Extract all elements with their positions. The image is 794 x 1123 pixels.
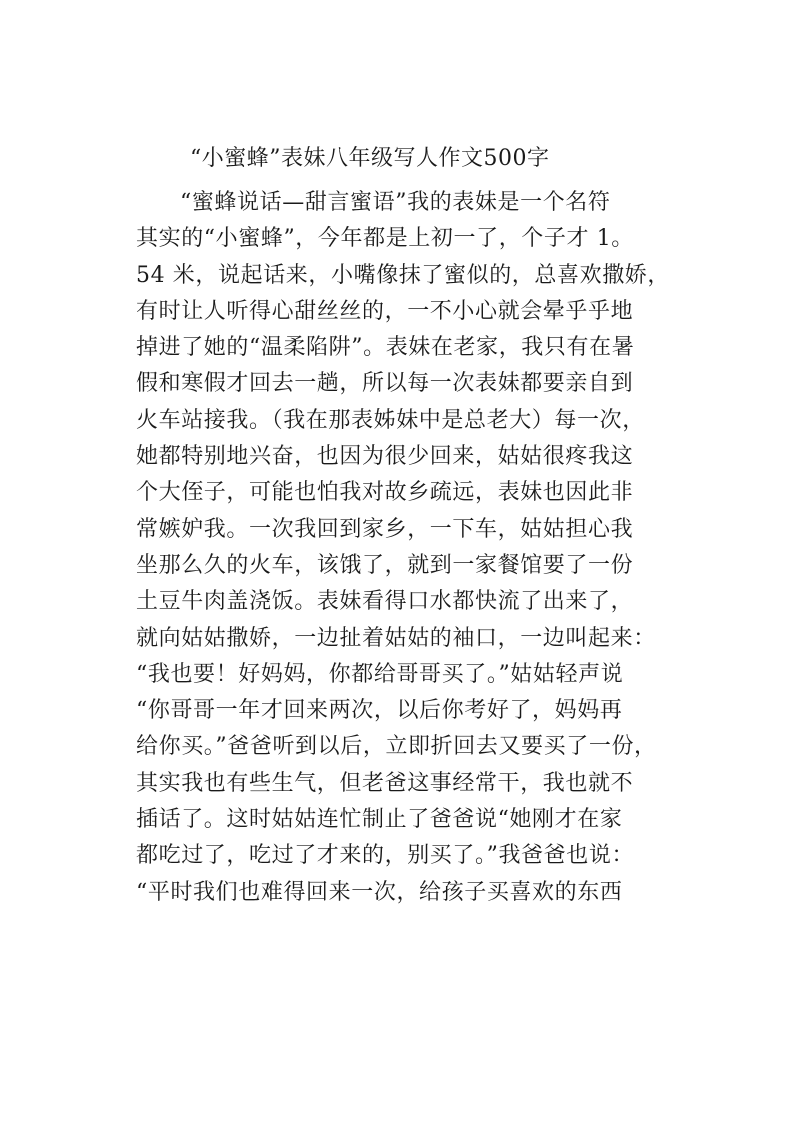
body-line: 其实的“小蜜蜂”，今年都是上初一了，个子才 1。	[136, 226, 634, 252]
body-line: 插话了。这时姑姑连忙制止了爸爸说“她刚才在家	[136, 807, 623, 833]
document-body	[136, 188, 696, 914]
body-line: “蜜蜂说话—甜言蜜语”我的表妹是一个名符	[180, 190, 611, 215]
body-line: 土豆牛肉盖浇饭。表妹看得口水都快流了出来了，	[136, 589, 634, 615]
body-line: 掉进了她的“温柔陷阱”。表妹在老家，我只有在暑	[136, 335, 635, 361]
body-line: 54 米，说起话来，小嘴像抹了蜜似的，总喜欢撒娇，	[136, 262, 670, 288]
body-line: 个大侄子，可能也怕我对故乡疏远，表妹也因此非	[136, 480, 634, 506]
body-line: “你哥哥一年才回来两次，以后你考好了，妈妈再	[136, 698, 623, 724]
document-title: “小蜜蜂”表妹八年级写人作文500字	[190, 146, 550, 171]
body-line: 都吃过了，吃过了才来的，别买了。”我爸爸也说：	[136, 843, 635, 869]
body-line: 坐那么久的火车，该饿了，就到一家餐馆要了一份	[136, 552, 634, 578]
body-line: 有时让人听得心甜丝丝的，一不小心就会晕乎乎地	[136, 298, 634, 324]
body-line: 给你买。”爸爸听到以后，立即折回去又要买了一份，	[136, 734, 657, 760]
body-line: 火车站接我。（我在那表姊妹中是总老大）每一次，	[136, 407, 645, 433]
body-line: 常嫉妒我。一次我回到家乡，一下车，姑姑担心我	[136, 516, 634, 542]
body-line: 假和寒假才回去一趟，所以每一次表妹都要亲自到	[136, 371, 634, 397]
body-line: 其实我也有些生气，但老爸这事经常干，我也就不	[136, 770, 634, 796]
body-line: “平时我们也难得回来一次，给孩子买喜欢的东西	[136, 879, 623, 905]
body-line: 就向姑姑撒娇，一边扯着姑姑的袖口，一边叫起来：	[136, 625, 656, 651]
body-line: 她都特别地兴奋，也因为很少回来，姑姑很疼我这	[136, 444, 634, 470]
body-line: “我也要！好妈妈，你都给哥哥买了。”姑姑轻声说	[136, 661, 624, 687]
